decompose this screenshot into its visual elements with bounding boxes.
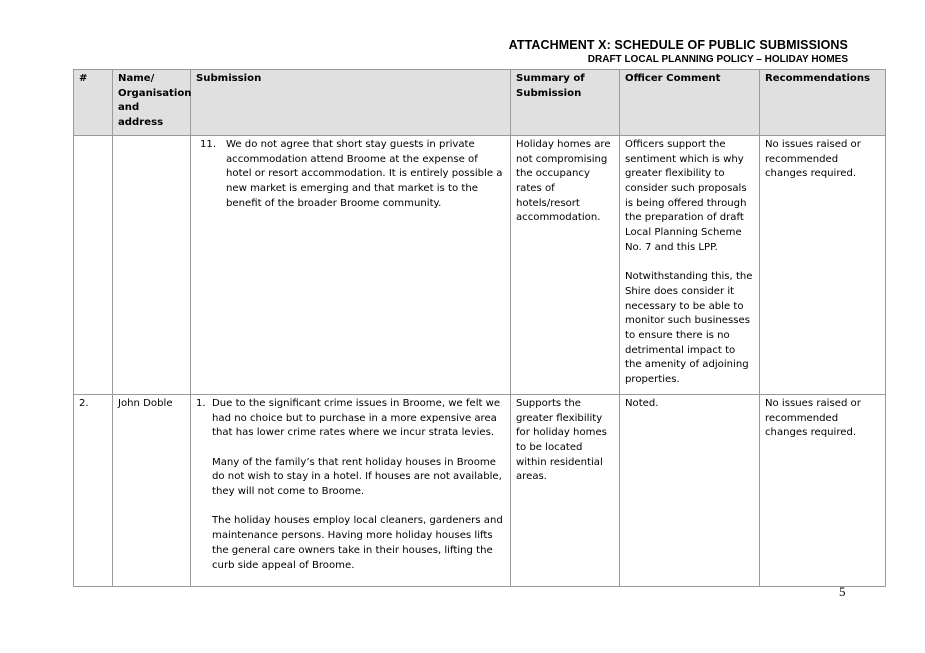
header-num: # xyxy=(74,70,113,136)
row-num xyxy=(74,135,113,394)
document-subtitle: DRAFT LOCAL PLANNING POLICY – HOLIDAY HOMES xyxy=(587,54,848,65)
header-recommendations: Recommendations xyxy=(760,70,886,136)
officer-comment-paragraph: Officers support the sentiment which is why greater flexibility to consider such proposals is being offered through the preparation of draft Local Planning Scheme No. 7 and this LPP. xyxy=(625,138,747,253)
row-submission xyxy=(191,135,511,394)
row-officer-comment: Noted. xyxy=(620,394,760,586)
row-submission xyxy=(191,394,511,586)
row-name xyxy=(113,135,191,394)
row-recommendations: No issues raised or recommended changes required. xyxy=(760,135,886,394)
row-recommendations: No issues raised or recommended changes required. xyxy=(760,394,886,586)
row-num: 2. xyxy=(74,394,113,586)
header-submission: Submission xyxy=(191,70,511,136)
header-summary: Summary of Submission xyxy=(511,70,620,136)
submissions-table xyxy=(73,69,886,587)
submission-paragraph: Many of the family’s that rent holiday houses in Broome do not wish to stay in a hotel. If houses are not available, they will not come to Broome. xyxy=(212,456,502,498)
submission-item-number: 11. xyxy=(200,138,217,150)
document-title: ATTACHMENT X: SCHEDULE OF PUBLIC SUBMISSIONS xyxy=(508,38,848,52)
header-name: Name/ Organisation and address xyxy=(113,70,191,136)
submission-item-text: We do not agree that short stay guests in private accommodation attend Broome at the expense of hotel or resort accommodation. It is entirely possible a new market is emerging and that market is to the benefit of the broader Broome community. xyxy=(226,138,503,209)
submission-item-text: Due to the significant crime issues in Broome, we felt we had no choice but to purchase in a more expensive area that has lower crime rates where we incur strata levies. xyxy=(212,397,501,439)
officer-comment-paragraph: Notwithstanding this, the Shire does consider it necessary to be able to monitor such businesses to ensure there is no detrimental impact to the amenity of adjoining properties. xyxy=(625,271,753,386)
table-row xyxy=(74,394,886,586)
table-header-row xyxy=(74,70,886,136)
row-summary: Holiday homes are not compromising the occupancy rates of hotels/resort accommodation. xyxy=(511,135,620,394)
table-row xyxy=(74,135,886,394)
page-number: 5 xyxy=(839,584,846,599)
row-name: John Doble xyxy=(113,394,191,586)
row-officer-comment xyxy=(620,135,760,394)
row-summary: Supports the greater flexibility for holiday homes to be located within residential areas. xyxy=(511,394,620,586)
submission-item-number: 1. xyxy=(196,397,206,409)
submission-paragraph: The holiday houses employ local cleaners, gardeners and maintenance persons. Having more holiday houses lifts the general care owners take in their houses, lifting the curb side appeal of Broome. xyxy=(212,515,503,571)
header-officer-comment: Officer Comment xyxy=(620,70,760,136)
